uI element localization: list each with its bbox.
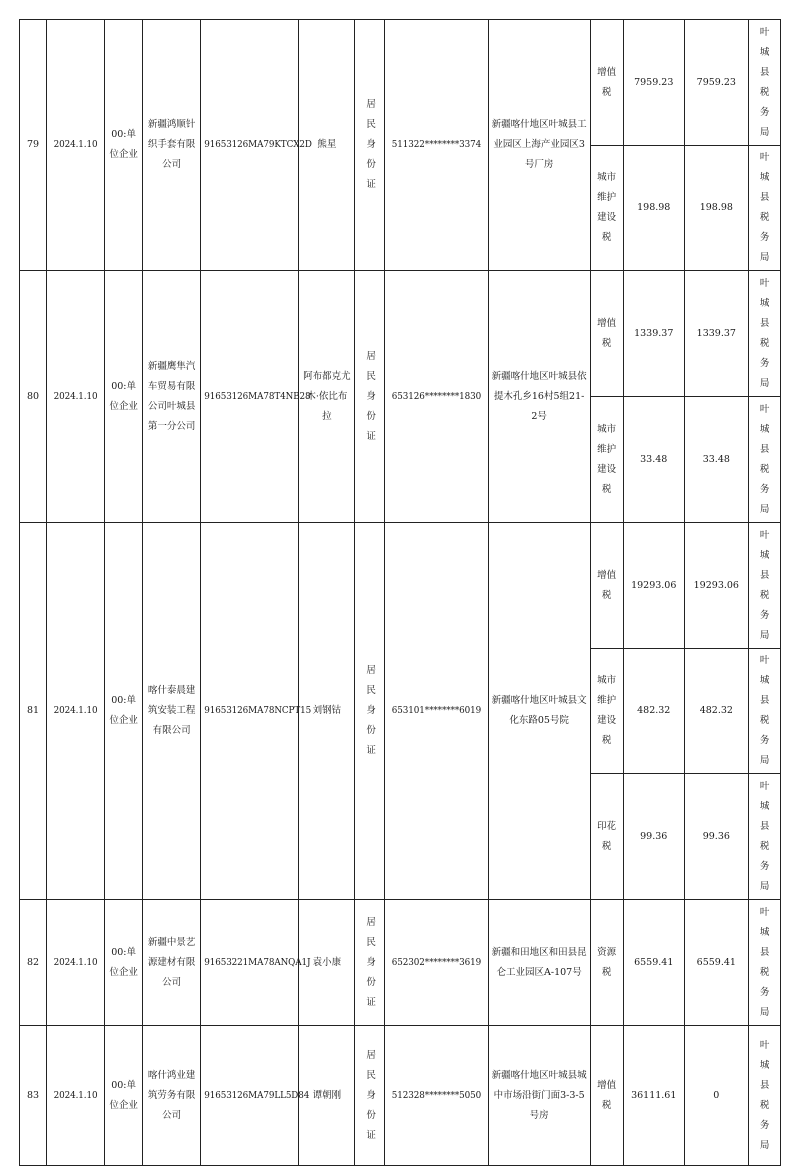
company-name: 喀什泰晨建筑安装工程有限公司 [143, 523, 201, 900]
record-number: 80 [20, 271, 47, 523]
tax-amount-paid: 198.98 [684, 146, 748, 271]
credit-code: 91653221MA78ANQA1J [201, 900, 299, 1026]
record-number: 79 [20, 20, 47, 271]
unit-type: 00:单位企业 [105, 20, 143, 271]
tax-amount: 6559.41 [623, 900, 684, 1026]
tax-type: 城市维护建设税 [590, 649, 623, 774]
tax-type: 增值税 [590, 1026, 623, 1166]
unit-type: 00:单位企业 [105, 271, 143, 523]
tax-amount: 19293.06 [623, 523, 684, 649]
record-date: 2024.1.10 [47, 900, 105, 1026]
tax-amount: 482.32 [623, 649, 684, 774]
company-name: 喀什鸿业建筑劳务有限公司 [143, 1026, 201, 1166]
tax-office: 叶城县税务局 [748, 397, 780, 523]
tax-type: 资源税 [590, 900, 623, 1026]
tax-type: 增值税 [590, 20, 623, 146]
tax-type: 印花税 [590, 774, 623, 900]
table-row [20, 523, 781, 649]
record-date: 2024.1.10 [47, 20, 105, 271]
id-number: 653126********1830 [385, 271, 488, 523]
table-row [20, 1026, 781, 1166]
table-row [20, 271, 781, 397]
tax-amount-paid: 33.48 [684, 397, 748, 523]
company-name: 新疆中景艺源建材有限公司 [143, 900, 201, 1026]
tax-amount: 36111.61 [623, 1026, 684, 1166]
id-type: 居民身份证 [355, 271, 385, 523]
tax-amount: 99.36 [623, 774, 684, 900]
unit-type: 00:单位企业 [105, 900, 143, 1026]
record-number: 81 [20, 523, 47, 900]
id-number: 511322********3374 [385, 20, 488, 271]
tax-amount-paid: 482.32 [684, 649, 748, 774]
record-date: 2024.1.10 [47, 1026, 105, 1166]
id-type: 居民身份证 [355, 900, 385, 1026]
legal-person: 刘钢钴 [299, 523, 355, 900]
id-type: 居民身份证 [355, 523, 385, 900]
tax-amount: 7959.23 [623, 20, 684, 146]
tax-office: 叶城县税务局 [748, 900, 780, 1026]
record-number: 82 [20, 900, 47, 1026]
company-address: 新疆喀什地区叶城县工业园区上海产业园区3号厂房 [488, 20, 590, 271]
credit-code: 91653126MA79LL5D84 [201, 1026, 299, 1166]
tax-amount-paid: 1339.37 [684, 271, 748, 397]
tax-amount: 33.48 [623, 397, 684, 523]
credit-code: 91653126MA78T4NB28 [201, 271, 299, 523]
company-name: 新疆鸿顺针织手套有限公司 [143, 20, 201, 271]
legal-person: 袁小康 [299, 900, 355, 1026]
id-type: 居民身份证 [355, 20, 385, 271]
tax-office: 叶城县税务局 [748, 523, 780, 649]
tax-amount-paid: 7959.23 [684, 20, 748, 146]
id-type: 居民身份证 [355, 1026, 385, 1166]
tax-record-table [19, 19, 781, 1166]
tax-record-sheet [19, 19, 781, 1151]
tax-type: 城市维护建设税 [590, 146, 623, 271]
tax-type: 增值税 [590, 523, 623, 649]
tax-type: 增值税 [590, 271, 623, 397]
tax-office: 叶城县税务局 [748, 774, 780, 900]
record-date: 2024.1.10 [47, 271, 105, 523]
tax-amount: 198.98 [623, 146, 684, 271]
tax-amount-paid: 6559.41 [684, 900, 748, 1026]
tax-amount-paid: 99.36 [684, 774, 748, 900]
company-address: 新疆喀什地区叶城县依提木孔乡16村5组21-2号 [488, 271, 590, 523]
record-number: 83 [20, 1026, 47, 1166]
tax-amount-paid: 0 [684, 1026, 748, 1166]
legal-person: 谭朝刚 [299, 1026, 355, 1166]
tax-office: 叶城县税务局 [748, 146, 780, 271]
tax-amount: 1339.37 [623, 271, 684, 397]
credit-code: 91653126MA78NCPT15 [201, 523, 299, 900]
unit-type: 00:单位企业 [105, 523, 143, 900]
tax-amount-paid: 19293.06 [684, 523, 748, 649]
tax-office: 叶城县税务局 [748, 1026, 780, 1166]
id-number: 512328********5050 [385, 1026, 488, 1166]
tax-type: 城市维护建设税 [590, 397, 623, 523]
unit-type: 00:单位企业 [105, 1026, 143, 1166]
table-row [20, 900, 781, 1026]
id-number: 653101********6019 [385, 523, 488, 900]
company-address: 新疆喀什地区叶城县城中市场沿街门面3-3-5号房 [488, 1026, 590, 1166]
legal-person: 阿布都克尤木·依比布拉 [299, 271, 355, 523]
credit-code: 91653126MA79KTCX2D [201, 20, 299, 271]
tax-office: 叶城县税务局 [748, 20, 780, 146]
record-date: 2024.1.10 [47, 523, 105, 900]
table-row [20, 20, 781, 146]
tax-office: 叶城县税务局 [748, 649, 780, 774]
company-name: 新疆鹰隼汽车贸易有限公司叶城县第一分公司 [143, 271, 201, 523]
id-number: 652302********3619 [385, 900, 488, 1026]
company-address: 新疆喀什地区叶城县文化东路05号院 [488, 523, 590, 900]
company-address: 新疆和田地区和田县昆仑工业园区A-107号 [488, 900, 590, 1026]
legal-person: 熊星 [299, 20, 355, 271]
tax-office: 叶城县税务局 [748, 271, 780, 397]
